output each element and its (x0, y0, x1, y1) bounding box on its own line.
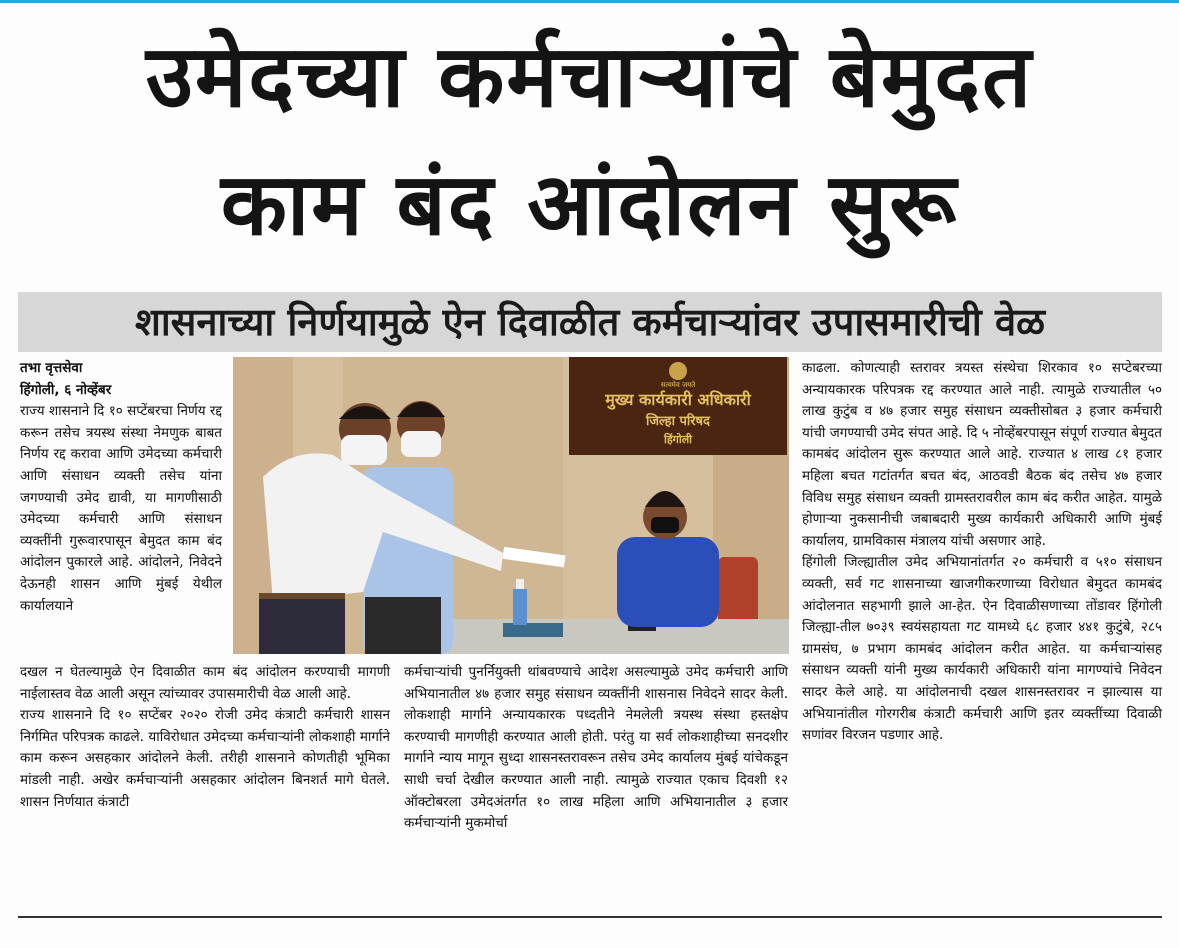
byline: तभा वृत्तसेवा (20, 360, 83, 376)
nameplate (569, 357, 787, 455)
nameplate-line-2: जिल्हा परिषद (646, 414, 710, 429)
dateline: हिंगोली, ६ नोव्हेंबर (20, 381, 112, 398)
nameplate-line-1: मुख्य कार्यकारी अधिकारी (605, 390, 751, 409)
headline-line-1: उमेदच्या कर्मचाऱ्यांचे बेमुदत (145, 27, 1034, 127)
paragraph: हिंगोली जिल्ह्यातील उमेद अभियानांतर्गत २० कर्मचारी व ५१० संसाधन व्यक्ती, सर्व गट शासनाच्या खाजगीकरणाच्या विरोधात बेमुदत कामबंद आंदोलनात सहभागी झाले आ-हेत. ऐन दिवाळीसणाच्या तोंडावर हिंगोली जिल्ह्या-तील ७०३९ स्वयंसहायता गट यामध्ये ६८ हजार ४४१ कुटुंबे, २८५ ग्रामसंघ, ७ प्रभाग कामबंद आंदोलन करीत आहेत. या कर्मचाऱ्यांसह संसाधन व्यक्ती यांनी मुख्य कार्यकारी अधिकारी यांना मागण्यांचे निवेदन सादर केले आहे. या आंदोलनाची दखल शासनस्तरावर न झाल्यास या अभियानांतील गोरगरीब कंत्राटी कर्मचारी आणि इतर व्यक्तींच्या दिवाळी सणांवर विरजन पडणार आहे. (802, 554, 1162, 744)
column-2 (404, 662, 788, 835)
news-photo (233, 357, 789, 654)
column-3 (802, 358, 1162, 747)
paragraph: राज्य शासनाने दि १० सप्टेंबरचा निर्णय रद्द करून तसेच त्रयस्थ संस्था नेमणुक बाबत निर्णय रद्द करावा आणि उमेदच्या कर्मचारी आणि संसाधन व्यक्ती तसेच यांना जगण्याची उमेद द्यावी, या मागणीसाठी उमेदच्या कर्मचारी आणि संसाधन व्यक्तींनी गुरूवारपासून बेमुदत काम बंद आंदोलन पुकारले आहे. आंदोलने, निवेदने देऊनही शासन आणि मुंबई येथील कार्यालयाने (20, 403, 222, 614)
column-1 (20, 358, 222, 658)
paragraph: कर्मचाऱ्यांची पुनर्नियुक्ती थांबवण्याचे आदेश असल्यामुळे उमेद कर्मचारी आणि अभियानातील ४७ हजार समुह संसाधन व्यक्तींनी शासनास निवेदने सादर केली. लोकशाही मार्गाने अन्यायकारक पध्दतीने नेमलेली त्रयस्थ संस्था हस्तक्षेप करण्याची मागणीही करण्यात आली होती. परंतु या सर्व लोकशाहीच्या सनदशीर मार्गाने न्याय मागून सुध्दा शासनस्तरावरून तसेच उमेद कार्यालय मुंबई यांचेकडून साधी चर्चा देखील करण्यात आली नाही. त्यामुळे राज्यात एकाच दिवशी १२ ऑक्टोबरला उमेदअंतर्गत १० लाख महिला आणि अभियानातील ३ हजार कर्मचाऱ्यांनी मुकमोर्चा (404, 664, 788, 832)
column-1-continued (20, 662, 390, 813)
paragraph: राज्य शासनाने दि १० सप्टेंबर २०२० रोजी उमेद कंत्राटी कर्मचारी शासन निर्गमित परिपत्रक काढले. याविरोधात उमेदच्या कर्मचाऱ्यांनी लोकशाही मार्गाने काम करून असहकार आंदोलने केली. तरीही शासनाने कोणतीही भूमिका मांडली नाही. अखेर कर्मचाऱ्यांनी असहकार आंदोलन बिनशर्त मागे घेतले. शासन निर्णयात कंत्राटी (20, 707, 390, 810)
top-rule (0, 0, 1179, 3)
bottom-rule (18, 916, 1162, 918)
headline-line-2: काम बंद आंदोलन सुरू (220, 155, 959, 255)
emblem-text: सत्यमेव जयते (660, 381, 696, 389)
paragraph: दखल न घेतल्यामुळे ऐन दिवाळीत काम बंद आंदोलन करण्याची मागणी नाईलास्तव वेळ आली असून त्यांच्यावर उपासमारीची वेळ आली आहे. (20, 664, 390, 702)
nameplate-line-3: हिंगोली (663, 433, 693, 446)
subheadline: शासनाच्या निर्णयामुळे ऐन दिवाळीत कर्मचाऱ्यांवर उपासमारीची वेळ (134, 300, 1046, 344)
paragraph: काढला. कोणत्याही स्तरावर त्रयस्त संस्थेचा शिरकाव १० सप्टेबरच्या अन्यायकारक परिपत्रक रद्द करण्यात आले नाही. त्यामुळे राज्यातील ५० लाख कुटुंब व ४७ हजार समुह संसाधन व्यक्तीसोबत ३ हजार कर्मचारी यांची जगण्याची उमेद संपत आहे. दि ५ नोव्हेंबरपासून संपूर्ण राज्यात बेमुदत कामबंद आंदोलन सुरू करण्यात आले आहे. राज्यात ४ लाख ८१ हजार महिला बचत गटांतर्गत बचत बंद, आठवडी बैठक बंद तसेच ४७ हजार विविध समुह संसाधन व्यक्ती ग्रामस्तरावरील काम बंद करीत आहेत. यामुळे होणाऱ्या नुकसानीची जबाबदारी मुख्य कार्यकारी अधिकारी आणि मुंबई कार्यालय, ग्रामविकास मंत्रालय यांची असणार आहे. (802, 360, 1162, 549)
